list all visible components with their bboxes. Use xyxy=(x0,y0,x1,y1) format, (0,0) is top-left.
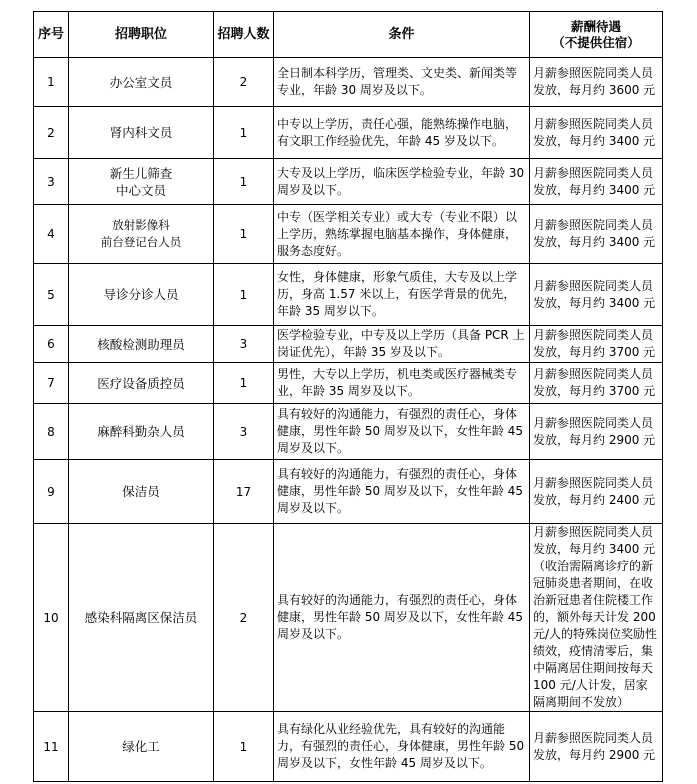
header-salary-note: （不提供住宿） xyxy=(552,34,640,50)
table-row xyxy=(34,460,663,524)
row-count: 2 xyxy=(214,58,274,107)
row-conditions: 全日制本科学历，管理类、文史类、新闻类等专业，年龄 30 周岁及以下。 xyxy=(274,58,530,107)
row-salary: 月薪参照医院同类人员发放，每月约 3700 元 xyxy=(530,326,663,363)
row-number: 3 xyxy=(34,159,69,205)
row-count: 1 xyxy=(214,363,274,404)
table-row xyxy=(34,712,663,782)
header-salary xyxy=(530,12,663,58)
row-conditions: 男性，大专以上学历，机电类或医疗器械类专业，年龄 35 周岁及以下。 xyxy=(274,363,530,404)
row-position: 导诊分诊人员 xyxy=(69,264,214,326)
table-row xyxy=(34,205,663,264)
row-number: 7 xyxy=(34,363,69,404)
header-row xyxy=(34,12,663,58)
row-number: 10 xyxy=(34,524,69,712)
row-position: 保洁员 xyxy=(69,460,214,524)
row-salary: 月薪参照医院同类人员发放，每月约 3400 元 xyxy=(530,205,663,264)
row-number: 1 xyxy=(34,58,69,107)
row-salary: 月薪参照医院同类人员发放，每月约 2400 元 xyxy=(530,460,663,524)
row-position: 麻醉科勤杂人员 xyxy=(69,404,214,460)
row-conditions: 具有较好的沟通能力，有强烈的责任心，身体健康，男性年龄 50 周岁及以下，女性年龄 45 周岁及以下。 xyxy=(274,404,530,460)
row-salary: 月薪参照医院同类人员发放，每月约 3400 元（收治需隔离诊疗的新冠肺炎患者期间，在收治新冠患者住院楼工作的，额外每天计发 200 元/人的特殊岗位奖励性绩效，疫情清零后，集中隔离居住期间按每天 100 元/人计发，居家隔离期间不发放） xyxy=(530,524,663,712)
row-conditions: 女性，身体健康，形象气质佳，大专及以上学历，身高 1.57 米以上，有医学背景的优先，年龄 35 周岁以下。 xyxy=(274,264,530,326)
row-salary: 月薪参照医院同类人员发放，每月约 2900 元 xyxy=(530,712,663,782)
header-position: 招聘职位 xyxy=(69,12,214,58)
row-count: 2 xyxy=(214,524,274,712)
table-row xyxy=(34,107,663,159)
row-position: 核酸检测助理员 xyxy=(69,326,214,363)
row-count: 1 xyxy=(214,159,274,205)
row-number: 8 xyxy=(34,404,69,460)
row-number: 11 xyxy=(34,712,69,782)
row-conditions: 医学检验专业，中专及以上学历（具备 PCR 上岗证优先），年龄 35 岁及以下。 xyxy=(274,326,530,363)
row-position: 绿化工 xyxy=(69,712,214,782)
header-no: 序号 xyxy=(34,12,69,58)
row-conditions: 中专以上学历，责任心强，能熟练操作电脑，有文职工作经验优先，年龄 45 岁及以下。 xyxy=(274,107,530,159)
row-number: 6 xyxy=(34,326,69,363)
table-row xyxy=(34,159,663,205)
header-conditions: 条件 xyxy=(274,12,530,58)
header-salary-title: 薪酬待遇 xyxy=(570,18,621,34)
row-count: 1 xyxy=(214,264,274,326)
row-number: 2 xyxy=(34,107,69,159)
row-count: 1 xyxy=(214,107,274,159)
row-position: 医疗设备质控员 xyxy=(69,363,214,404)
row-conditions: 具有较好的沟通能力，有强烈的责任心，身体健康，男性年龄 50 周岁及以下，女性年龄 45 周岁及以下。 xyxy=(274,460,530,524)
row-conditions: 中专（医学相关专业）或大专（专业不限）以上学历，熟练掌握电脑基本操作，身体健康，服务态度好。 xyxy=(274,205,530,264)
table-row xyxy=(34,326,663,363)
row-conditions: 具有较好的沟通能力，有强烈的责任心，身体健康，男性年龄 50 周岁及以下，女性年龄 45 周岁及以下。 xyxy=(274,524,530,712)
recruitment-table xyxy=(33,11,663,782)
row-salary: 月薪参照医院同类人员发放，每月约 3700 元 xyxy=(530,363,663,404)
table-row xyxy=(34,58,663,107)
row-salary: 月薪参照医院同类人员发放，每月约 3400 元 xyxy=(530,159,663,205)
row-position: 新生儿筛查 中心文员 xyxy=(69,159,214,205)
row-count: 3 xyxy=(214,326,274,363)
row-position: 办公室文员 xyxy=(69,58,214,107)
table-row xyxy=(34,404,663,460)
row-number: 5 xyxy=(34,264,69,326)
row-conditions: 具有绿化从业经验优先，具有较好的沟通能力，有强烈的责任心，身体健康，男性年龄 50 周岁及以下，女性年龄 45 周岁及以下。 xyxy=(274,712,530,782)
table-row xyxy=(34,264,663,326)
row-position: 感染科隔离区保洁员 xyxy=(69,524,214,712)
row-count: 3 xyxy=(214,404,274,460)
header-count: 招聘人数 xyxy=(214,12,274,58)
row-count: 1 xyxy=(214,205,274,264)
row-position: 放射影像科 前台登记台人员 xyxy=(69,205,214,264)
row-salary: 月薪参照医院同类人员发放，每月约 3600 元 xyxy=(530,58,663,107)
row-number: 4 xyxy=(34,205,69,264)
row-salary: 月薪参照医院同类人员发放，每月约 3400 元 xyxy=(530,264,663,326)
table-row xyxy=(34,363,663,404)
row-salary: 月薪参照医院同类人员发放，每月约 3400 元 xyxy=(530,107,663,159)
row-count: 1 xyxy=(214,712,274,782)
row-count: 17 xyxy=(214,460,274,524)
row-number: 9 xyxy=(34,460,69,524)
row-conditions: 大专及以上学历，临床医学检验专业，年龄 30 周岁及以下。 xyxy=(274,159,530,205)
row-salary: 月薪参照医院同类人员发放，每月约 2900 元 xyxy=(530,404,663,460)
row-position: 肾内科文员 xyxy=(69,107,214,159)
table-row xyxy=(34,524,663,712)
